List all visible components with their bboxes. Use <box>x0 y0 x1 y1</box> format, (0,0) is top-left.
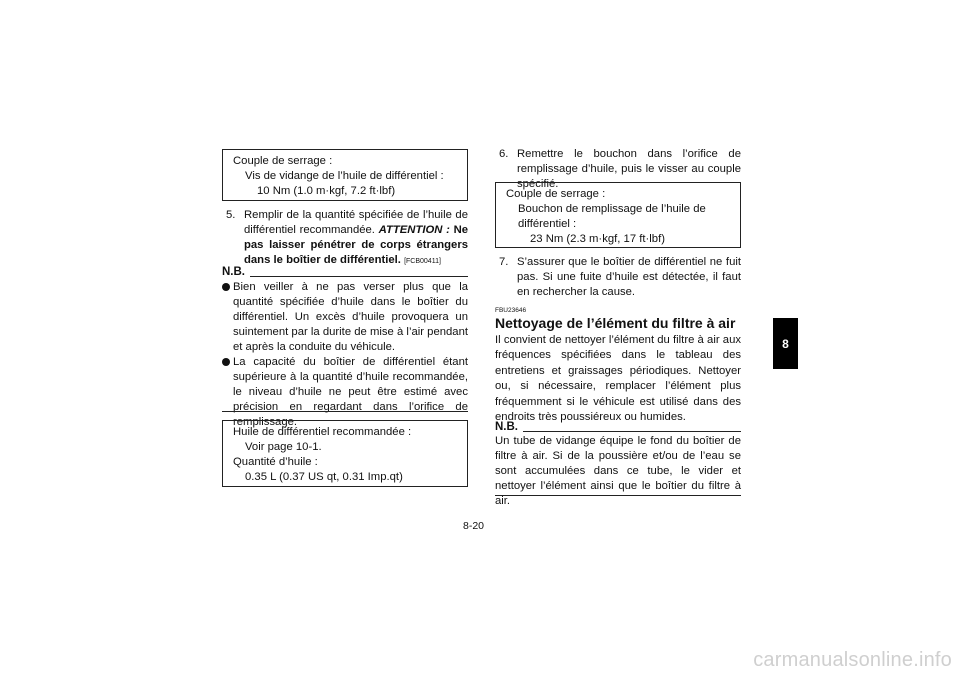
step-text: Remettre le bouchon dans l’orifice de remplissage d’huile, puis le visser au couple spécifié. <box>517 148 741 190</box>
nb-end-divider <box>495 495 741 496</box>
chapter-tab-number: 8 <box>782 336 789 351</box>
section-body: Il convient de nettoyer l’élément du filtre à air aux fréquences spécifiées dans le tableau des entretiens et graissages périodiques. Nettoyer ou, si nécessaire, remplacer l’élément plus fréquemment si le véhicule est utilisé dans des endroits très poussiéreux ou humides. <box>495 334 741 424</box>
nb-end-divider <box>222 411 468 412</box>
nb-body-left <box>222 280 468 430</box>
step-7 <box>495 255 741 300</box>
oil-quantity-value: 0.35 L (0.37 US qt, 0.31 Imp.qt) <box>245 471 403 483</box>
step-number: 5. <box>226 209 236 221</box>
torque-spec-value: 23 Nm (2.3 m·kgf, 17 ft·lbf) <box>530 233 665 245</box>
torque-spec-item: différentiel : <box>518 218 577 230</box>
nb-bullet <box>222 355 468 430</box>
attention-label: ATTENTION : <box>378 224 450 236</box>
torque-spec-label: Couple de serrage : <box>233 155 333 167</box>
section-title: Nettoyage de l’élément du filtre à air <box>495 315 736 331</box>
nb-heading-left <box>222 265 468 279</box>
torque-spec-item: Bouchon de remplissage de l’huile de <box>518 203 706 215</box>
attention-warning: Ne pas laisser pénétrer de corps étrangers dans le boîtier de différentiel. <box>244 224 469 266</box>
step-number: 6. <box>499 148 509 160</box>
nb-heading-right <box>495 420 741 434</box>
section-code: FBU23646 <box>495 307 527 314</box>
chapter-tab <box>773 318 798 369</box>
warning-code: [FCB00411] <box>404 258 441 265</box>
nb-divider <box>523 431 741 432</box>
torque-spec-label: Couple de serrage : <box>506 188 606 200</box>
oil-type-label: Huile de différentiel recommandée : <box>233 426 412 438</box>
oil-quantity-label: Quantité d’huile : <box>233 456 318 468</box>
page-number: 8-20 <box>463 520 485 532</box>
nb-heading-text: N.B. <box>495 421 518 433</box>
nb-heading-text: N.B. <box>222 266 245 278</box>
nb-bullet <box>222 280 468 355</box>
torque-spec-box-drain-bolt <box>222 149 468 201</box>
nb-bullet-text: La capacité du boîtier de différentiel étant supérieure à la quantité d’huile recommandée, le niveau d’huile ne peut être estimé avec précision en regardant dans l’orifice de remplissage. <box>233 356 468 428</box>
nb-bullet-text: Bien veiller à ne pas verser plus que la quantité spécifiée d’huile dans le boîtier du différentiel. Un excès d’huile provoquera un suintement par la durite de mise à l’air pendant et après la conduite du véhicule. <box>233 281 468 353</box>
torque-spec-item: Vis de vidange de l’huile de différentiel : <box>245 170 444 182</box>
nb-divider <box>250 276 468 277</box>
step-5 <box>222 208 468 269</box>
step-text: Remplir de la quantité spécifiée de l’huile de différentiel recommandée. <box>244 209 468 236</box>
step-number: 7. <box>499 256 509 268</box>
torque-spec-value: 10 Nm (1.0 m·kgf, 7.2 ft·lbf) <box>257 185 396 197</box>
torque-spec-box-filler-plug <box>495 182 741 248</box>
oil-type-value: Voir page 10-1. <box>245 441 322 453</box>
bullet-dot-icon <box>222 358 230 366</box>
step-text: S’assurer que le boîtier de différentiel ne fuit pas. Si une fuite d’huile est détectée, il faut en rechercher la cause. <box>517 256 741 298</box>
watermark: carmanualsonline.info <box>753 649 952 671</box>
nb-body-right: Un tube de vidange équipe le fond du boîtier de filtre à air. Si de la poussière et/ou de l’eau se sont accumulées dans ce tube, le vider et nettoyer l’élément ainsi que le boîtier du filtre à air. <box>495 435 741 507</box>
bullet-dot-icon <box>222 283 230 291</box>
oil-spec-box <box>222 420 468 487</box>
